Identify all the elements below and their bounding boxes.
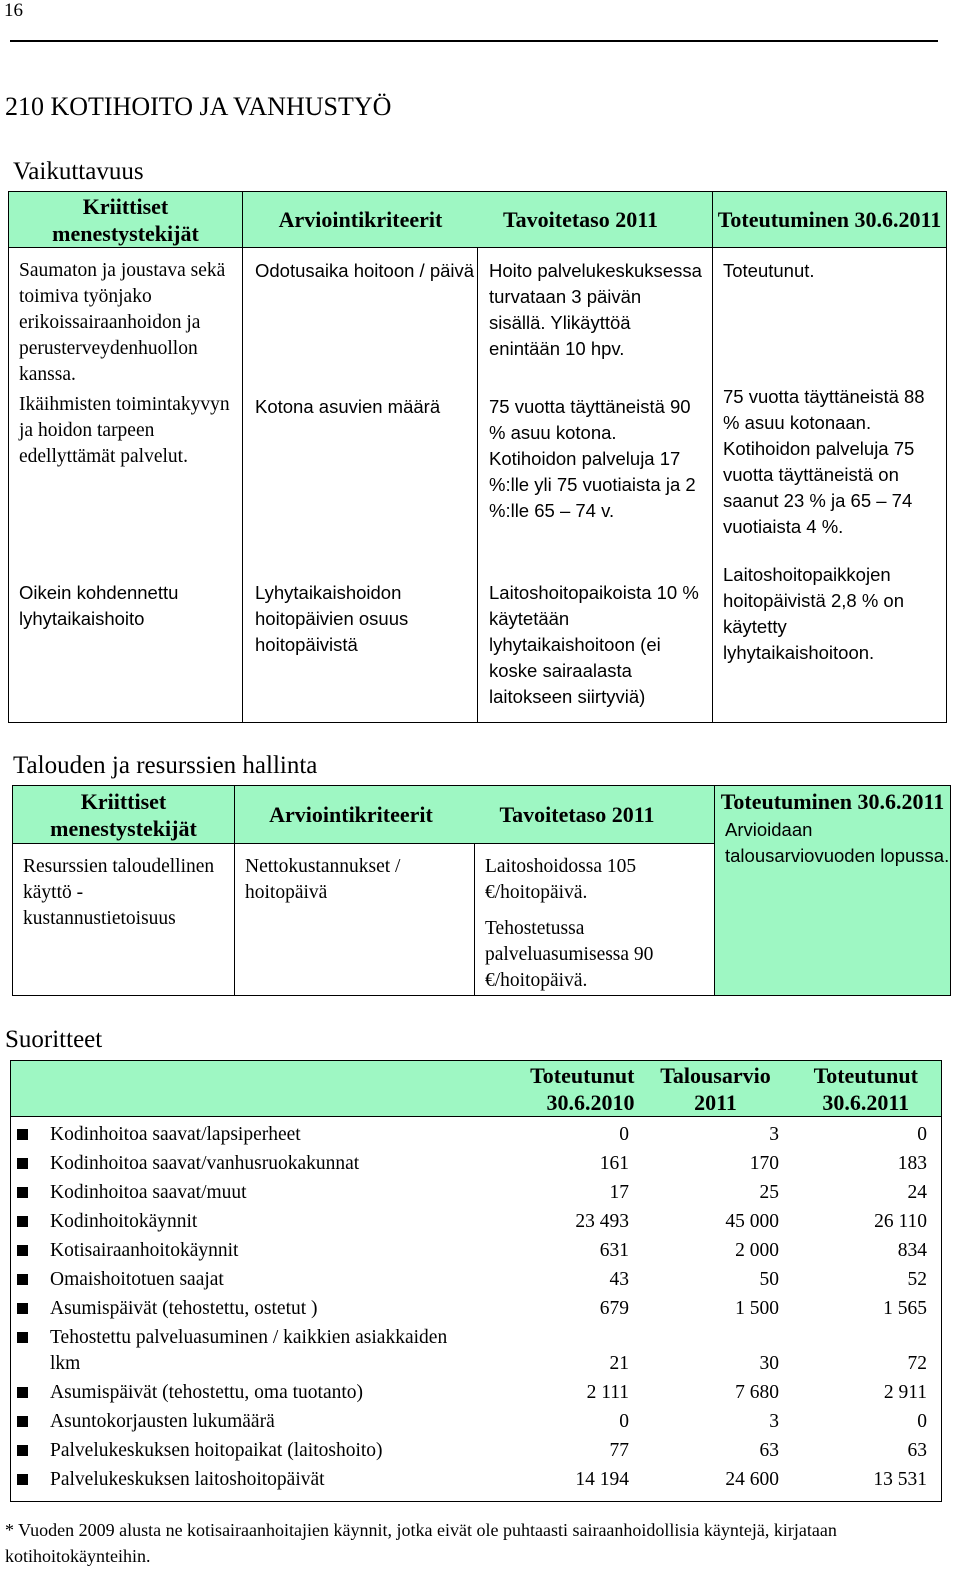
table-row — [11, 1435, 941, 1464]
header-rule — [10, 40, 938, 42]
suoritteet-table — [10, 1060, 942, 1502]
row-label — [11, 1206, 501, 1235]
row-value-c: 72 — [907, 1353, 927, 1374]
row-value-c: 24 — [907, 1182, 927, 1203]
target-cell — [478, 248, 713, 723]
row-value-c: 2 911 — [883, 1382, 927, 1403]
row-value-a: 2 111 — [586, 1382, 629, 1403]
bullet-icon — [17, 1303, 28, 1314]
talous-header-result: Toteutuminen 30.6.2011 — [720, 789, 945, 814]
talous-factor: Resurssien taloudellinen käyttö - kustannustietoisuus — [13, 844, 235, 996]
row-label-text: Tehostettu palveluasuminen / kaikkien asiakkaiden lkm — [50, 1327, 448, 1374]
talous-table — [12, 785, 951, 996]
table-row — [11, 1177, 941, 1206]
row-label-text: Kodinhoitokäynnit — [50, 1211, 198, 1232]
header-criteria: Arviointikriteerit — [278, 207, 443, 232]
header-criteria-target — [243, 192, 713, 248]
row-label-text: Kodinhoitoa saavat/lapsiperheet — [50, 1124, 301, 1145]
bullet-icon — [17, 1445, 28, 1456]
table-row — [11, 1119, 941, 1148]
row-label — [11, 1377, 501, 1406]
row-value-b: 2 000 — [735, 1240, 779, 1261]
row-label-text: Palvelukeskuksen hoitopaikat (laitoshoito) — [50, 1440, 383, 1461]
criteria-2: Kotona asuvien määrä — [255, 396, 441, 417]
row-label — [11, 1264, 501, 1293]
result-3: Laitoshoitopaikkojen hoitopäivistä 2,8 % on käytetty lyhytaikaishoitoon. — [723, 564, 905, 663]
row-value-a: 23 493 — [575, 1211, 629, 1232]
row-value-c: 1 565 — [883, 1298, 927, 1319]
vaikuttavuus-header-row — [9, 192, 947, 248]
row-value-b: 45 000 — [725, 1211, 779, 1232]
row-label-text: Asumispäivät (tehostettu, ostetut ) — [50, 1298, 318, 1319]
talous-header-target: Tavoitetaso 2011 — [499, 802, 655, 827]
table-row — [11, 1264, 941, 1293]
row-label — [11, 1435, 501, 1464]
bullet-icon — [17, 1158, 28, 1169]
row-value-a: 14 194 — [575, 1469, 629, 1490]
row-value-b: 1 500 — [735, 1298, 779, 1319]
row-value-a: 0 — [619, 1411, 629, 1432]
talous-header-criteria: Arviointikriteerit — [269, 802, 433, 827]
talous-result-cell — [715, 786, 951, 996]
row-label-text: Asuntokorjausten lukumäärä — [50, 1411, 275, 1432]
section-title-talous: Talouden ja resurssien hallinta — [13, 752, 318, 779]
row-value-c: 834 — [897, 1240, 927, 1261]
row-label-text: Kotisairaanhoitokäynnit — [50, 1240, 239, 1261]
table-row — [11, 1406, 941, 1435]
header-factors: Kriittiset menestystekijät — [9, 192, 243, 248]
row-label — [11, 1177, 501, 1206]
row-value-b: 24 600 — [725, 1469, 779, 1490]
row-value-a: 631 — [599, 1240, 629, 1261]
row-value-c: 52 — [907, 1269, 927, 1290]
row-value-b: 3 — [769, 1124, 779, 1145]
suoritteet-rows — [11, 1119, 941, 1493]
header-toteutunut-2011: Toteutunut 30.6.2011 — [791, 1061, 942, 1117]
row-value-a: 679 — [599, 1298, 629, 1319]
row-value-b: 170 — [749, 1153, 779, 1174]
bullet-icon — [17, 1416, 28, 1427]
talous-target-1: Laitoshoidossa 105 €/hoitopäivä. — [485, 856, 637, 903]
row-value-c: 13 531 — [873, 1469, 927, 1490]
row-label — [11, 1148, 501, 1177]
row-value-c: 26 110 — [874, 1211, 927, 1232]
target-2: 75 vuotta täyttäneistä 90 % asuu kotona. Kotihoidon palveluja 17 %:lle yli 75 vuotiaista ja 2 %:lle 65 – 74 v. — [489, 396, 696, 521]
suoritteet-header-row — [11, 1061, 942, 1117]
talous-result: Arvioidaan talousarviovuoden lopussa. — [725, 819, 950, 866]
row-value-c: 0 — [917, 1411, 927, 1432]
row-value-a: 43 — [609, 1269, 629, 1290]
row-value-b: 30 — [759, 1353, 779, 1374]
row-value-a: 0 — [619, 1124, 629, 1145]
talous-target-2: Tehostetussa palveluasumisessa 90 €/hoitopäivä. — [485, 918, 654, 991]
bullet-icon — [17, 1387, 28, 1398]
bullet-icon — [17, 1474, 28, 1485]
bullet-icon — [17, 1187, 28, 1198]
result-cell — [713, 248, 947, 723]
row-value-a: 77 — [609, 1440, 629, 1461]
row-value-b: 7 680 — [735, 1382, 779, 1403]
header-toteutunut-2010: Toteutunut 30.6.2010 — [501, 1061, 641, 1117]
section-title-suoritteet: Suoritteet — [5, 1026, 103, 1053]
result-1: Toteutunut. — [723, 260, 815, 281]
criteria-cell — [243, 248, 478, 723]
talous-target-cell — [475, 844, 715, 996]
row-label-text: Palvelukeskuksen laitoshoitopäivät — [50, 1469, 325, 1490]
header-result: Toteutuminen 30.6.2011 — [713, 192, 947, 248]
row-value-a: 17 — [609, 1182, 629, 1203]
row-label — [11, 1119, 501, 1148]
row-label — [11, 1293, 501, 1322]
table-row — [11, 1377, 941, 1406]
row-value-b: 63 — [759, 1440, 779, 1461]
page-title: 210 KOTIHOITO JA VANHUSTYÖ — [5, 92, 392, 121]
bullet-icon — [17, 1332, 28, 1343]
criteria-1: Odotusaika hoitoon / päivä — [255, 260, 475, 281]
factor-2: Ikäihmisten toimintakyvyn ja hoidon tarpeen edellyttämät palvelut. — [19, 394, 230, 467]
talous-header-row — [13, 786, 951, 844]
row-value-c: 0 — [917, 1124, 927, 1145]
table-row — [11, 1322, 941, 1377]
table-row — [11, 1148, 941, 1177]
row-label-text: Omaishoitotuen saajat — [50, 1269, 224, 1290]
bullet-icon — [17, 1274, 28, 1285]
footnote: * Vuoden 2009 alusta ne kotisairaanhoitajien käynnit, jotka eivät ole puhtaasti sairaanhoidollisia käyntejä, kirjataan kotihoitokäynteihin. — [5, 1520, 837, 1566]
factor-3: Oikein kohdennettu lyhytaikaishoito — [19, 582, 179, 629]
row-value-b: 25 — [759, 1182, 779, 1203]
row-label-text: Kodinhoitoa saavat/muut — [50, 1182, 247, 1203]
suoritteet-header-blank — [11, 1061, 501, 1117]
page-number: 16 — [4, 0, 23, 21]
row-value-b: 50 — [759, 1269, 779, 1290]
table-row — [11, 1464, 941, 1493]
suoritteet-body — [11, 1117, 942, 1502]
target-3: Laitoshoitopaikoista 10 % käytetään lyhytaikaishoitoon (ei koske sairaalasta laitokseen siirtyviä) — [489, 582, 699, 707]
table-row — [11, 1293, 941, 1322]
talous-header-criteria-target — [235, 786, 715, 844]
header-target: Tavoitetaso 2011 — [502, 207, 659, 232]
factors-cell — [9, 248, 243, 723]
bullet-icon — [17, 1129, 28, 1140]
table-row — [11, 1206, 941, 1235]
criteria-3: Lyhytaikaishoidon hoitopäivien osuus hoitopäivistä — [255, 582, 409, 655]
bullet-icon — [17, 1216, 28, 1227]
header-talousarvio-2011: Talousarvio 2011 — [641, 1061, 791, 1117]
row-label — [11, 1322, 501, 1377]
vaikuttavuus-table — [8, 191, 947, 723]
factor-1: Saumaton ja joustava sekä toimiva työnjako erikoissairaanhoidon ja perusterveydenhuollon kanssa. — [19, 260, 226, 385]
result-2: 75 vuotta täyttäneistä 88 % asuu kotonaan. Kotihoidon palveluja 75 vuotta täyttäneistä on saanut 23 % ja 65 – 74 vuotiaista 4 %. — [723, 386, 925, 537]
row-value-c: 63 — [907, 1440, 927, 1461]
row-label — [11, 1464, 501, 1493]
row-label-text: Asumispäivät (tehostettu, oma tuotanto) — [50, 1382, 364, 1403]
row-value-c: 183 — [897, 1153, 927, 1174]
row-value-a: 161 — [599, 1153, 629, 1174]
row-value-a: 21 — [609, 1353, 629, 1374]
talous-criteria: Nettokustannukset / hoitopäivä — [235, 844, 475, 996]
talous-header-factors: Kriittiset menestystekijät — [13, 786, 235, 844]
row-value-b: 3 — [769, 1411, 779, 1432]
vaikuttavuus-body-row — [9, 248, 947, 723]
section-title-vaikuttavuus: Vaikuttavuus — [13, 158, 144, 185]
row-label — [11, 1406, 501, 1435]
row-label-text: Kodinhoitoa saavat/vanhusruokakunnat — [50, 1153, 360, 1174]
suoritteet-body-cell — [11, 1117, 942, 1502]
table-row — [11, 1235, 941, 1264]
target-1: Hoito palvelukeskuksessa turvataan 3 päivän sisällä. Ylikäyttöä enintään 10 hpv. — [489, 260, 702, 359]
bullet-icon — [17, 1245, 28, 1256]
row-label — [11, 1235, 501, 1264]
